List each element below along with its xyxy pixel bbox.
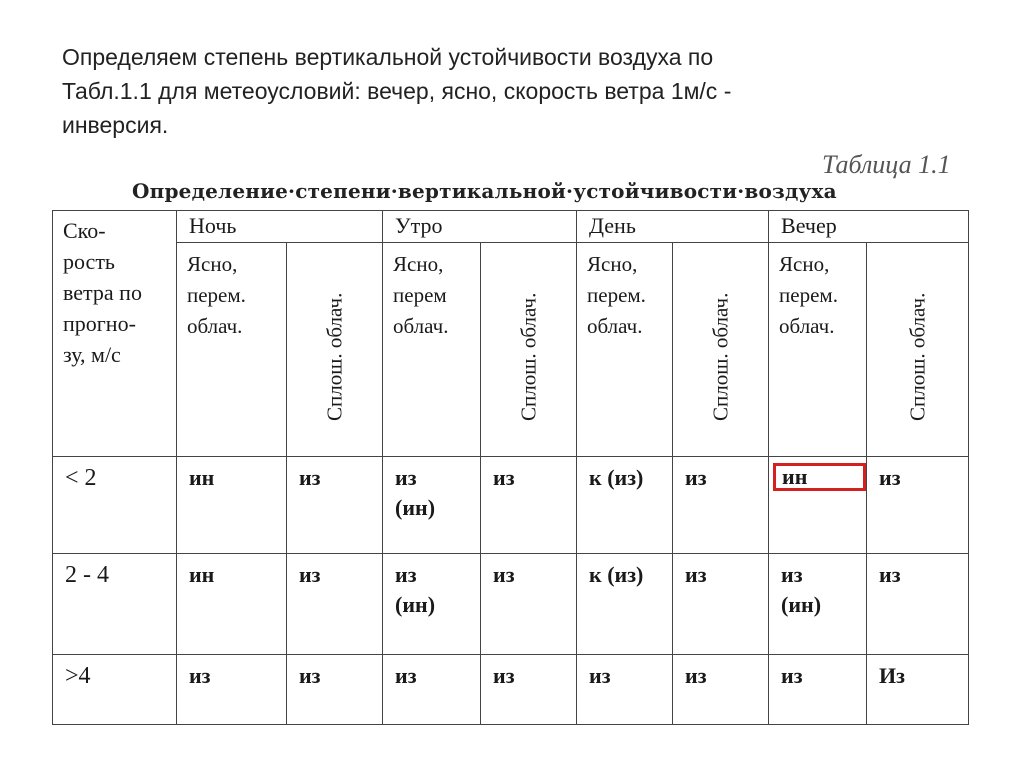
- header-day: День: [577, 211, 769, 243]
- subheader-clear: Ясно, перем. облач.: [177, 243, 287, 457]
- table-cell: из: [867, 554, 969, 655]
- table-cell: из: [481, 554, 577, 655]
- intro-text: [62, 40, 962, 142]
- intro-line: Табл.1.1 для метеоусловий: вечер, ясно, скорость ветра 1м/с -: [62, 78, 732, 104]
- intro-line: Определяем степень вертикальной устойчивости воздуха по: [62, 44, 714, 70]
- table-cell: из: [577, 655, 673, 725]
- table-cell: из: [287, 655, 383, 725]
- table-cell: из: [769, 655, 867, 725]
- table-cell-highlighted: [769, 457, 867, 554]
- table-number: Таблица 1.1: [822, 150, 951, 179]
- table-cell: из: [287, 554, 383, 655]
- table-row: [53, 457, 969, 554]
- table-cell: из (ин): [383, 457, 481, 554]
- intro-line: инверсия.: [62, 112, 169, 138]
- table-row: [53, 554, 969, 655]
- table-cell: из (ин): [383, 554, 481, 655]
- highlight-box: ин: [773, 463, 866, 491]
- table-cell: из: [287, 457, 383, 554]
- subheader-clear: Ясно, перем. облач.: [577, 243, 673, 457]
- table-row: [53, 655, 969, 725]
- header-night: Ночь: [177, 211, 383, 243]
- table-cell: из: [383, 655, 481, 725]
- header-evening: Вечер: [769, 211, 969, 243]
- table-cell: Из: [867, 655, 969, 725]
- header-morning: Утро: [383, 211, 577, 243]
- speed-value: < 2: [53, 457, 177, 554]
- table-cell: из: [481, 655, 577, 725]
- speed-value: 2 - 4: [53, 554, 177, 655]
- table-cell: из: [673, 655, 769, 725]
- subheader-clear: Ясно, перем. облач.: [769, 243, 867, 457]
- table-cell: из: [673, 457, 769, 554]
- table-cell: к (из): [577, 457, 673, 554]
- table-cell: ин: [177, 554, 287, 655]
- table-cell: из: [177, 655, 287, 725]
- subheader-overcast: Сплош. облач.: [287, 243, 383, 457]
- subheader-clear: Ясно, перем облач.: [383, 243, 481, 457]
- subheader-overcast: Сплош. облач.: [481, 243, 577, 457]
- table-cell: из (ин): [769, 554, 867, 655]
- subheader-overcast: Сплош. облач.: [673, 243, 769, 457]
- table-cell: из: [673, 554, 769, 655]
- subheader-overcast: Сплош. облач.: [867, 243, 969, 457]
- table-cell: ин: [177, 457, 287, 554]
- table-cell: к (из): [577, 554, 673, 655]
- speed-header: Ско- рость ветра по прогно- зу, м/с: [53, 211, 177, 457]
- table-title: Определение·степени·вертикальной·устойчивости·воздуха: [132, 179, 837, 203]
- table-cell: из: [481, 457, 577, 554]
- table-cell: из: [867, 457, 969, 554]
- stability-table: [52, 210, 969, 725]
- speed-value: >4: [53, 655, 177, 725]
